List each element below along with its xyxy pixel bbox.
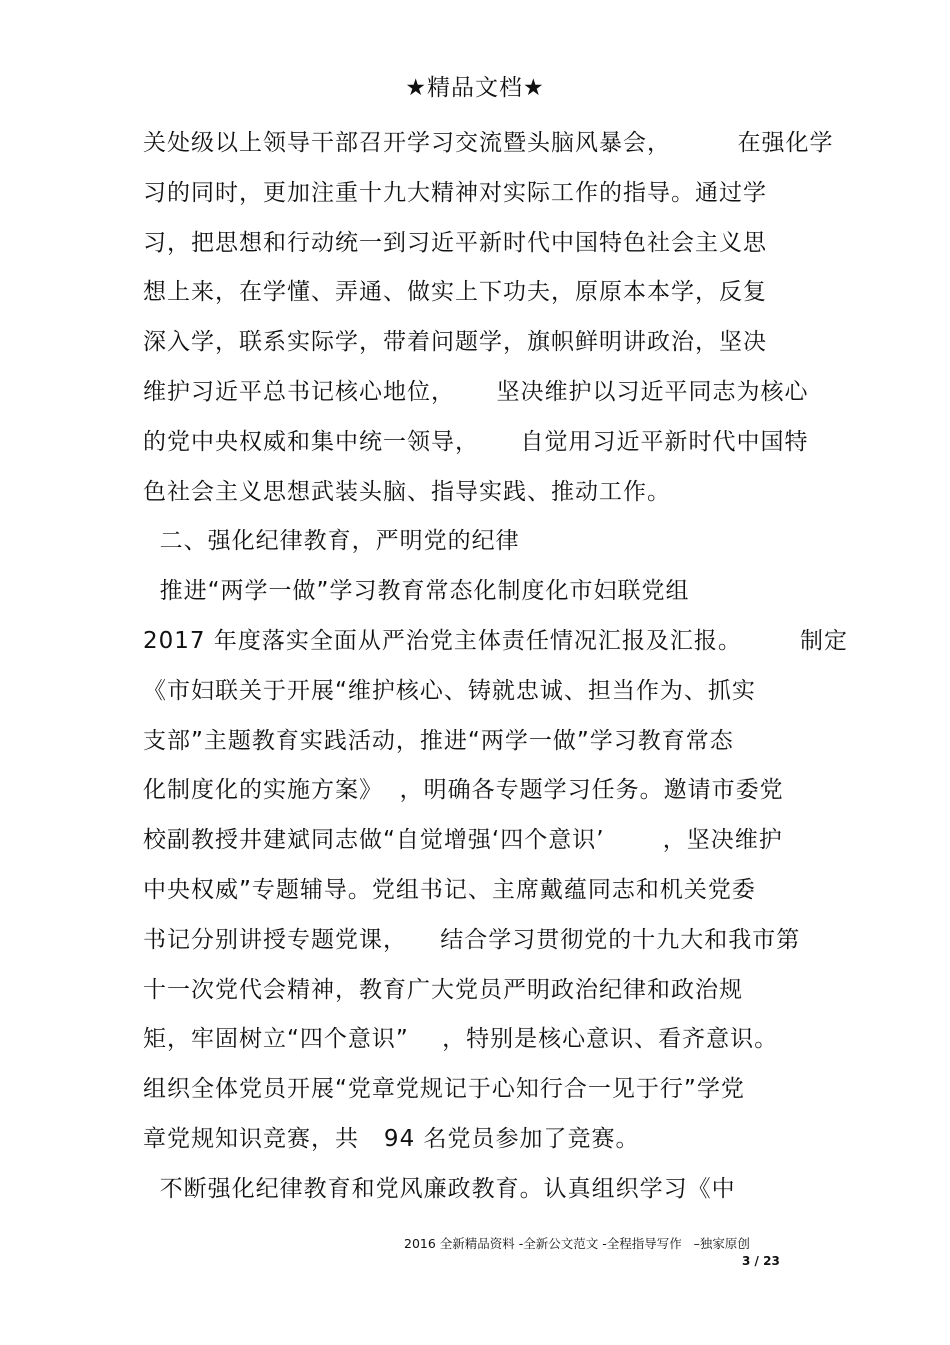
body-line: 习的同时，更加注重十九大精神对实际工作的指导。通过学 [143,180,767,206]
body-line: 不断强化纪律教育和党风廉政教育。认真组织学习《中 [143,1176,736,1202]
body-line: 想上来，在学懂、弄通、做实上下功夫，原原本本学，反复 [143,279,767,305]
body-line: 《市妇联关于开展“维护核心、铸就忠诚、担当作为、抓实 [143,678,756,704]
body-line: 色社会主义思想武装头脑、指导实践、推动工作。 [143,479,671,505]
body-line: 关处级以上领导干部召开学习交流暨头脑风暴会， 在强化学 [143,130,834,156]
body-line: 深入学，联系实际学，带着问题学，旗帜鲜明讲政治，坚决 [143,329,767,355]
body-line: 书记分别讲授专题党课， 结合学习贯彻党的十九大和我市第 [143,927,801,953]
body-line: 2017 年度落实全面从严治党主体责任情况汇报及汇报。 制定 [143,628,849,654]
body-line: 中央权威”专题辅导。党组书记、主席戴蕴同志和机关党委 [143,877,756,903]
page-header-title: ★精品文档★ [405,75,545,101]
body-line: 十一次党代会精神，教育广大党员严明政治纪律和政治规 [143,977,743,1003]
body-line: 推进“两学一做”学习教育常态化制度化市妇联党组 [143,578,690,604]
body-line: 习，把思想和行动统一到习近平新时代中国特色社会主义思 [143,230,767,256]
footer-text: 2016 全新精品资料 -全新公文范文 -全程指导写作 –独家原创 [404,1236,750,1251]
body-line: 化制度化的实施方案》 ，明确各专题学习任务。邀请市委党 [143,777,784,803]
body-line: 支部”主题教育实践活动，推进“两学一做”学习教育常态 [143,728,734,754]
body-line: 组织全体党员开展“党章党规记于心知行合一见于行”学党 [143,1076,745,1102]
page-number: 3 / 23 [742,1254,780,1268]
body-line: 章党规知识竞赛，共 94 名党员参加了竞赛。 [143,1126,640,1152]
body-line: 维护习近平总书记核心地位， 坚决维护以习近平同志为核心 [143,379,809,405]
section-heading: 二、强化纪律教育，严明党的纪律 [143,528,520,554]
body-line: 的党中央权威和集中统一领导， 自觉用习近平新时代中国特 [143,429,809,455]
body-line: 矩，牢固树立“四个意识” ，特别是核心意识、看齐意识。 [143,1026,779,1052]
body-line: 校副教授井建斌同志做“自觉增强‘四个意识’ ，坚决维护 [143,827,783,853]
